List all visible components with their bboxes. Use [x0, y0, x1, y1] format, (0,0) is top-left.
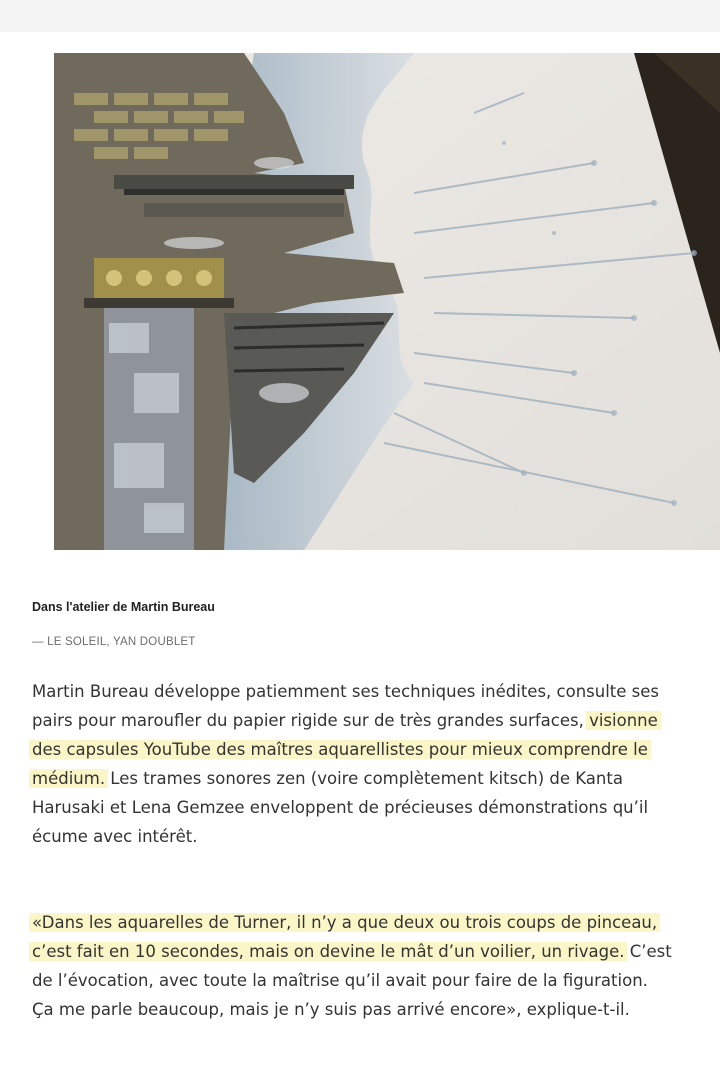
article-paragraph-quote	[32, 908, 672, 1024]
article-paragraph	[32, 677, 672, 851]
top-bar	[0, 0, 720, 32]
highlighted-text[interactable]: visionne des capsules YouTube des maîtres aquarellistes pour mieux comprendre le médium.	[32, 711, 658, 788]
photo-caption: Dans l'atelier de Martin Bureau	[32, 600, 215, 614]
paragraph-text: C’est de l’évocation, avec toute la maîtrise qu’il avait pour faire de la figuration. Ça me parle beaucoup, mais je n’y suis pas arrivé encore», explique-t-il.	[32, 942, 672, 1019]
paragraph-text: Martin Bureau développe patiemment ses techniques inédites, consulte ses pairs pour maroufler du papier rigide sur de très grandes surfaces,	[32, 682, 660, 730]
highlighted-text[interactable]: «Dans les aquarelles de Turner, il n’y a que deux ou trois coups de pinceau, c’est fait en 10 secondes, mais on devine le mât d’un voilier, un rivage.	[32, 913, 658, 961]
photo-credit: — LE SOLEIL, YAN DOUBLET	[32, 636, 196, 648]
paragraph-text: Les trames sonores zen (voire complètement kitsch) de Kanta Harusaki et Lena Gemzee enveloppent de précieuses démonstrations qu’il écume avec intérêt.	[32, 769, 649, 846]
watercolor-architecture-image	[54, 53, 720, 550]
article-photo[interactable]	[54, 53, 720, 550]
